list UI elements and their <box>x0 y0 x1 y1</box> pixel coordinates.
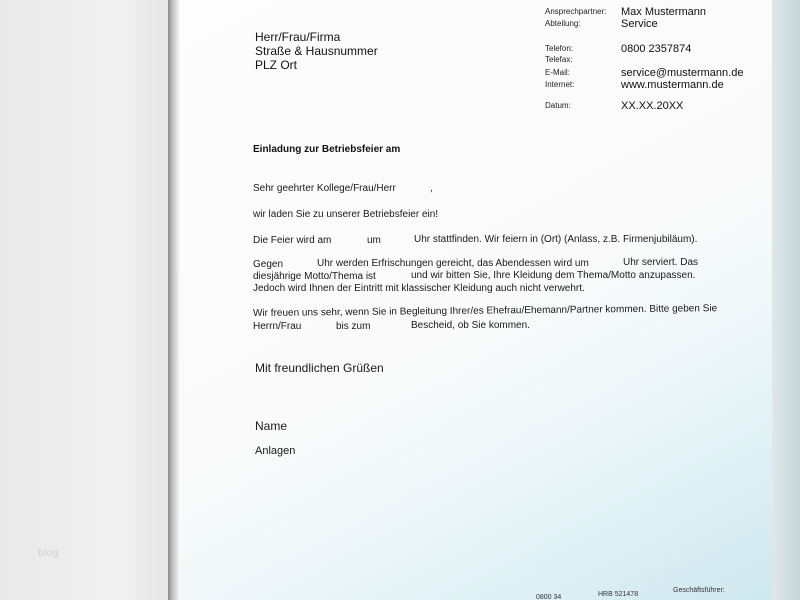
closing: Mit freundlichen Grüßen <box>255 361 384 375</box>
paragraph-schedule-a: Gegen <box>253 259 284 270</box>
footer-hrb: HRB 521478 <box>598 591 639 598</box>
scan-right-edge <box>772 0 800 600</box>
email-label: E-Mail: <box>545 68 570 77</box>
contact-label: Ansprechpartner: <box>545 7 607 16</box>
email-value: service@mustermann.de <box>621 67 744 79</box>
signature-name: Name <box>255 419 288 433</box>
salutation-comma: , <box>430 183 433 194</box>
paragraph-partner-d: Bescheid, ob Sie kommen. <box>411 320 530 331</box>
paragraph-schedule-f: Jedoch wird Ihnen der Eintritt mit klassischer Kleidung auch nicht verwehrt. <box>253 283 585 294</box>
attachments-label: Anlagen <box>255 445 296 457</box>
footer-phone: 0800 34 <box>536 594 562 600</box>
web-value: www.mustermann.de <box>621 79 724 91</box>
contact-value: Max Mustermann <box>621 6 706 18</box>
paragraph-date-text-b: um <box>367 235 381 246</box>
paragraph-date-text-c: Uhr stattfinden. Wir feiern in (Ort) (Anlass, z.B. Firmenjubiläum). <box>414 234 698 245</box>
salutation: Sehr geehrter Kollege/Frau/Herr <box>253 183 396 194</box>
paragraph-partner-a: Wir freuen uns sehr, wenn Sie in Begleitung Ihrer/es Ehefrau/Ehemann/Partner kommen. Bitte geben Sie <box>252 303 718 319</box>
phone-value: 0800 2357874 <box>621 43 692 55</box>
web-label: Internet: <box>545 80 575 89</box>
paragraph-schedule-c: Uhr serviert. Das <box>623 257 699 268</box>
paragraph-date-text-a: Die Feier wird am <box>253 235 332 246</box>
paragraph-schedule-b: Uhr werden Erfrischungen gereicht, das Abendessen wird um <box>317 258 589 269</box>
letter-page <box>180 0 772 600</box>
department-value: Service <box>621 18 658 30</box>
paragraph-partner-c: bis zum <box>336 321 371 332</box>
phone-label: Telefon: <box>545 44 574 53</box>
date-value: XX.XX.20XX <box>621 100 684 112</box>
recipient-line-1: Herr/Frau/Firma <box>255 30 341 44</box>
letter-subject: Einladung zur Betriebsfeier am <box>253 144 401 155</box>
footer-manager-label: Geschäftsführer: <box>673 587 725 594</box>
paragraph-schedule-e: und wir bitten Sie, Ihre Kleidung dem Thema/Motto anzupassen. <box>411 270 696 281</box>
paragraph-schedule-d: diesjährige Motto/Thema ist <box>253 271 376 282</box>
paragraph-partner-b: Herrn/Frau <box>253 321 302 332</box>
watermark-text: blog <box>38 548 59 559</box>
recipient-line-3: PLZ Ort <box>255 58 298 72</box>
recipient-line-2: Straße & Hausnummer <box>255 44 378 58</box>
scan-left-margin <box>0 0 172 600</box>
fax-label: Telefax: <box>545 55 573 64</box>
page-fold-shadow <box>168 0 180 600</box>
department-label: Abteilung: <box>545 19 581 28</box>
date-label: Datum: <box>545 101 571 110</box>
paragraph-intro: wir laden Sie zu unserer Betriebsfeier ein! <box>253 209 439 220</box>
